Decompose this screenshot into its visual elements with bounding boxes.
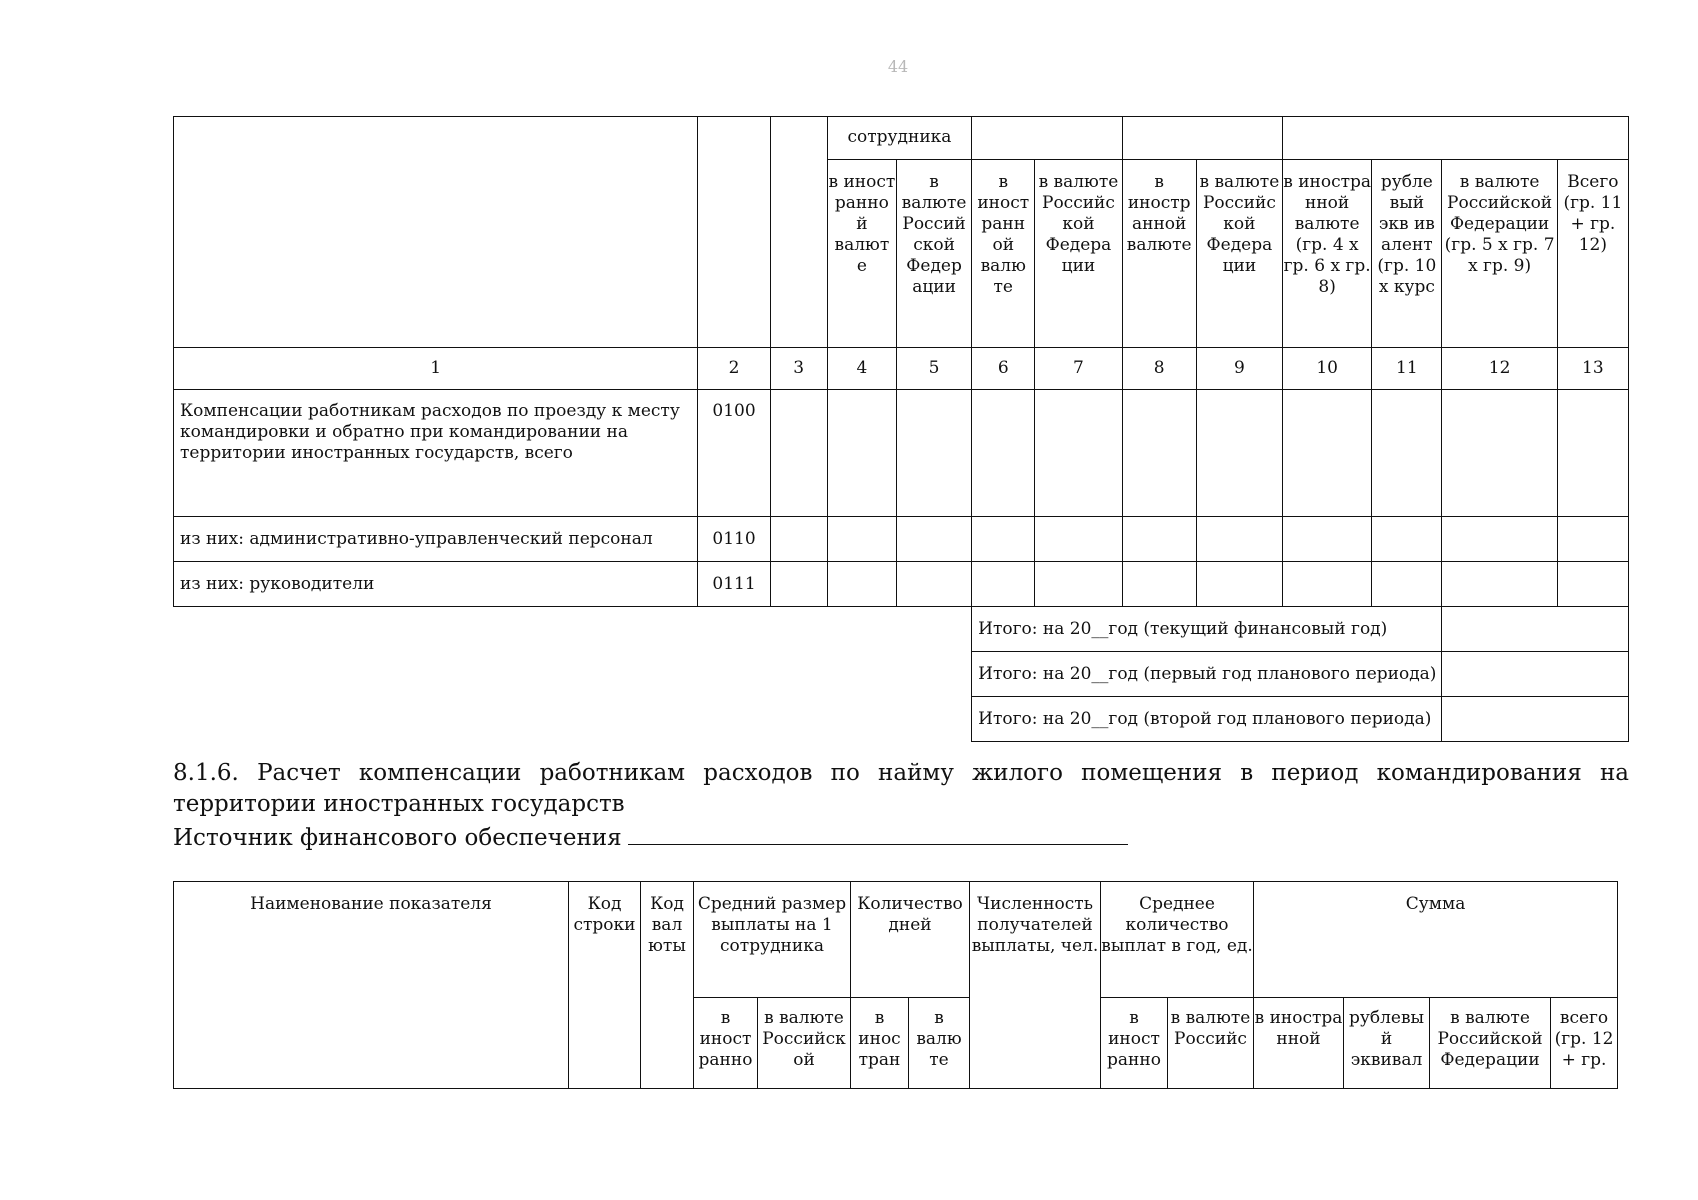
funding-source-line xyxy=(173,820,1128,854)
value-cell[interactable] xyxy=(1372,562,1442,607)
subheader-cell: рублевы й эквивал xyxy=(1344,998,1430,1089)
column-number: 4 xyxy=(827,348,896,390)
value-cell[interactable] xyxy=(1442,562,1557,607)
total-label: Итого: на 20__год (первый год планового периода) xyxy=(972,652,1442,697)
subheader-cell: в иност ранно xyxy=(694,998,758,1089)
column-number: 7 xyxy=(1035,348,1122,390)
header-row-code: Код строки xyxy=(569,882,641,1089)
header-currency-cell xyxy=(770,117,827,348)
subheader-cell: Всего (гр. 11 + гр. 12) xyxy=(1557,160,1628,348)
value-cell[interactable] xyxy=(972,517,1035,562)
value-cell[interactable] xyxy=(896,390,971,517)
value-cell[interactable] xyxy=(1557,517,1628,562)
value-cell[interactable] xyxy=(770,517,827,562)
column-number: 5 xyxy=(896,348,971,390)
column-number: 1 xyxy=(174,348,698,390)
total-label: Итого: на 20__год (текущий финансовый год) xyxy=(972,607,1442,652)
header-group-blank-1 xyxy=(972,117,1122,160)
value-cell[interactable] xyxy=(1442,390,1557,517)
value-cell[interactable] xyxy=(1122,390,1196,517)
subheader-cell: в валюте Российской Федерации (гр. 5 х гр. 7 х гр. 9) xyxy=(1442,160,1557,348)
value-cell[interactable] xyxy=(1372,517,1442,562)
travel-compensation-table xyxy=(173,116,1629,742)
value-cell[interactable] xyxy=(1557,562,1628,607)
header-group-blank-3 xyxy=(1283,117,1629,160)
column-number: 2 xyxy=(698,348,770,390)
value-cell[interactable] xyxy=(1196,517,1282,562)
subheader-cell: в валюте Российс кой Федера ции xyxy=(1196,160,1282,348)
subheader-cell: в иност ранно xyxy=(1101,998,1168,1089)
value-cell[interactable] xyxy=(1122,517,1196,562)
value-cell[interactable] xyxy=(770,390,827,517)
column-number: 12 xyxy=(1442,348,1557,390)
header-name-cell xyxy=(174,117,698,348)
value-cell[interactable] xyxy=(1283,390,1372,517)
section-heading: 8.1.6. Расчет компенсации работникам расходов по найму жилого помещения в период командирования на территории иностранных государств xyxy=(173,760,1629,817)
row-name: Компенсации работникам расходов по проезду к месту командировки и обратно при командировании на территории иностранных государств, всего xyxy=(174,390,698,517)
page-number: 44 xyxy=(887,57,909,76)
subheader-cell: рубле вый экв ив алент (гр. 10 х курс xyxy=(1372,160,1442,348)
total-row xyxy=(174,607,1629,652)
value-cell[interactable] xyxy=(1196,390,1282,517)
subheader-cell: в валюте Российск ой xyxy=(758,998,851,1089)
column-number: 9 xyxy=(1196,348,1282,390)
table-row xyxy=(174,517,1629,562)
value-cell[interactable] xyxy=(1035,562,1122,607)
value-cell[interactable] xyxy=(1196,562,1282,607)
value-cell[interactable] xyxy=(827,517,896,562)
column-number: 11 xyxy=(1372,348,1442,390)
row-code: 0110 xyxy=(698,517,770,562)
value-cell[interactable] xyxy=(827,390,896,517)
value-cell[interactable] xyxy=(1283,517,1372,562)
subheader-cell: в валюте Российс xyxy=(1168,998,1254,1089)
subheader-cell: в иностра нной валюте (гр. 4 х гр. 6 х гр. 8) xyxy=(1283,160,1372,348)
row-code: 0100 xyxy=(698,390,770,517)
value-cell[interactable] xyxy=(972,562,1035,607)
total-row xyxy=(174,697,1629,742)
header-avg-count: Среднее количество выплат в год, ед. xyxy=(1101,882,1254,998)
value-cell[interactable] xyxy=(972,390,1035,517)
subheader-cell: в валю те xyxy=(909,998,970,1089)
subheader-cell: всего (гр. 12 + гр. xyxy=(1551,998,1618,1089)
row-name: из них: руководители xyxy=(174,562,698,607)
value-cell[interactable] xyxy=(1035,390,1122,517)
spacer xyxy=(174,607,972,652)
value-cell[interactable] xyxy=(1283,562,1372,607)
column-number: 8 xyxy=(1122,348,1196,390)
column-number: 13 xyxy=(1557,348,1628,390)
column-number: 3 xyxy=(770,348,827,390)
header-code-cell xyxy=(698,117,770,348)
subheader-cell: в иностр анной валюте xyxy=(1122,160,1196,348)
header-group-blank-2 xyxy=(1122,117,1282,160)
header-currency-code: Код вал юты xyxy=(641,882,694,1089)
table-row xyxy=(174,562,1629,607)
value-cell[interactable] xyxy=(827,562,896,607)
header-sum: Сумма xyxy=(1254,882,1618,998)
column-number: 10 xyxy=(1283,348,1372,390)
total-label: Итого: на 20__год (второй год планового периода) xyxy=(972,697,1442,742)
header-indicator-name: Наименование показателя xyxy=(174,882,569,1089)
subheader-cell: в валюте Российской Федерации xyxy=(1430,998,1551,1089)
value-cell[interactable] xyxy=(896,517,971,562)
total-value-cell[interactable] xyxy=(1442,607,1629,652)
total-value-cell[interactable] xyxy=(1442,697,1629,742)
value-cell[interactable] xyxy=(896,562,971,607)
housing-compensation-table xyxy=(173,881,1618,1089)
column-number-row xyxy=(174,348,1629,390)
subheader-cell: в инос тран xyxy=(851,998,909,1089)
header-avg-payment: Средний размер выплаты на 1 сотрудника xyxy=(694,882,851,998)
funding-source-field[interactable] xyxy=(628,820,1128,845)
table-row xyxy=(174,390,1629,517)
value-cell[interactable] xyxy=(1122,562,1196,607)
value-cell[interactable] xyxy=(1372,390,1442,517)
value-cell[interactable] xyxy=(1557,390,1628,517)
funding-source-label: Источник финансового обеспечения xyxy=(173,825,622,851)
spacer xyxy=(174,652,972,697)
value-cell[interactable] xyxy=(1442,517,1557,562)
value-cell[interactable] xyxy=(770,562,827,607)
subheader-cell: в иност ранн ой валю те xyxy=(972,160,1035,348)
header-days: Количество дней xyxy=(851,882,970,998)
header-group-employee: сотрудника xyxy=(827,117,971,160)
total-row xyxy=(174,652,1629,697)
total-value-cell[interactable] xyxy=(1442,652,1629,697)
header-recipients: Численность получателей выплаты, чел. xyxy=(970,882,1101,1089)
column-number: 6 xyxy=(972,348,1035,390)
row-code: 0111 xyxy=(698,562,770,607)
value-cell[interactable] xyxy=(1035,517,1122,562)
subheader-cell: в валюте Российс кой Федера ции xyxy=(1035,160,1122,348)
subheader-cell: в иност ранно й валют е xyxy=(827,160,896,348)
spacer xyxy=(174,697,972,742)
subheader-cell: в валюте Россий ской Федер ации xyxy=(896,160,971,348)
row-name: из них: административно-управленческий персонал xyxy=(174,517,698,562)
subheader-cell: в иностра нной xyxy=(1254,998,1344,1089)
